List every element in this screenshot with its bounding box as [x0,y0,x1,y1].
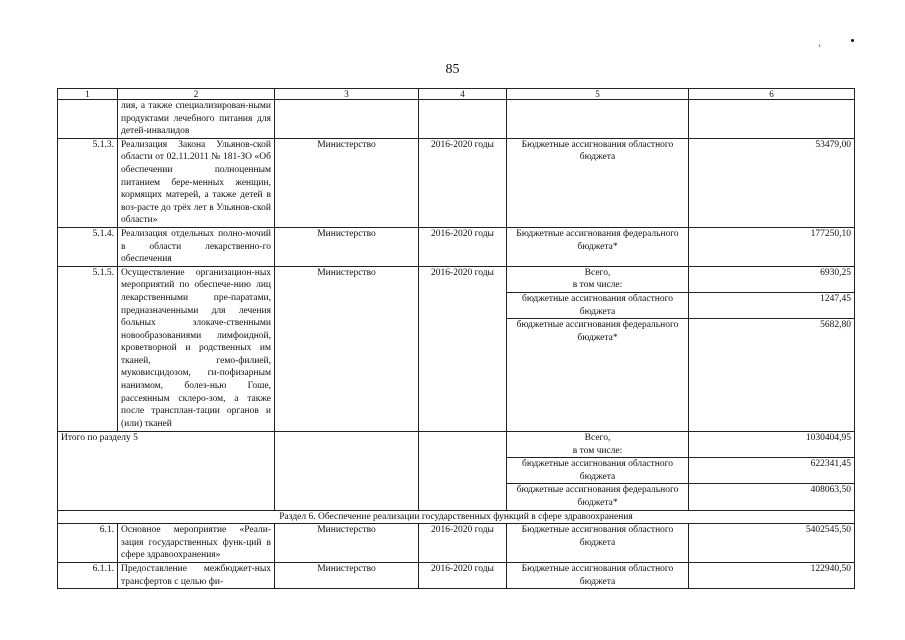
cell-name: Реализация Закона Ульянов-ской области от 02.11.2011 № 181-ЗО «Об обеспечении полноценным питанием бере-менных женщин, кормящих матерей, а также детей в воз-расте до трёх лет в Ульянов-ской области» [118,138,275,227]
table-row-continuation [58,100,855,139]
cell-amount: 5402545,50 [689,524,855,563]
cell-period: 2016-2020 годы [419,563,507,589]
cell-amount: 53479,00 [689,138,855,227]
cell-name: лия, а также специализирован-ными продуктами лечебного питания для детей-инвалидов [118,100,275,139]
cell-num: 6.1.1. [58,563,118,589]
table-row-6-1-1 [58,563,855,589]
cell-amount: 122940,50 [689,563,855,589]
column-header-1: 1 [58,89,118,100]
cell-executor: Министерство [275,227,419,266]
cell-amount [689,100,855,139]
cell-source: Бюджетные ассигнования федерального бюджета* [507,227,689,266]
total-source-all: Всего, в том числе: [507,432,689,458]
column-header-3: 3 [275,89,419,100]
cell-name: Основное мероприятие «Реали-зация государственных функ-ций в сфере здравоохранения» [118,524,275,563]
program-table [57,88,855,589]
total-source-federal: бюджетные ассигнования федерального бюджета* [507,484,689,510]
cell-period: 2016-2020 годы [419,524,507,563]
total-amount-all: 1030404,95 [689,432,855,458]
cell-period [419,432,507,511]
cell-period: 2016-2020 годы [419,227,507,266]
cell-executor: Министерство [275,563,419,589]
page-number: 85 [445,62,460,77]
cell-executor: Министерство [275,266,419,431]
cell-executor: Министерство [275,524,419,563]
cell-source [507,100,689,139]
column-header-5: 5 [507,89,689,100]
cell-amount-regional: 1247,45 [689,292,855,318]
column-header-4: 4 [419,89,507,100]
table-row-5-1-4 [58,227,855,266]
cell-amount-federal: 5682,80 [689,319,855,432]
section-6-title: Раздел 6. Обеспечение реализации государственных функций в сфере здравоохранения [58,510,855,524]
header-row [58,89,855,100]
cell-num [58,100,118,139]
cell-name: Осуществление организацион-ных мероприятий по обеспече-нию лиц лекарственными пре-паратами, предназначенными для лечения больных злокаче-ственными новообразованиями лимфоидной, кроветворной и родственных им тканей, гемо-филией, муковисцидозом, ги-пофизарным нанизмом, болез-нью Гоше, рассеянным склеро-зом, а также после трансплан-тации органов и (или) тканей [118,266,275,431]
total-amount-regional: 622341,45 [689,458,855,484]
total-source-regional: бюджетные ассигнования областного бюджета [507,458,689,484]
column-header-2: 2 [118,89,275,100]
cell-name: Предоставление межбюджет-ных трансфертов с целью фи- [118,563,275,589]
table-row-6-1 [58,524,855,563]
cell-num: 5.1.5. [58,266,118,431]
cell-source-regional: бюджетные ассигнования областного бюджета [507,292,689,318]
section-6-row [58,510,855,524]
cell-source: Бюджетные ассигнования областного бюджета [507,138,689,227]
column-header-6: 6 [689,89,855,100]
table-row-5-1-3 [58,138,855,227]
cell-num: 5.1.3. [58,138,118,227]
cell-period: 2016-2020 годы [419,266,507,431]
total-label: Итого по разделу 5 [58,432,275,511]
corner-dot [851,39,854,42]
cell-executor [275,100,419,139]
cell-source-total: Всего, в том числе: [507,266,689,292]
cell-source: Бюджетные ассигнования областного бюджета [507,563,689,589]
total-amount-federal: 408063,50 [689,484,855,510]
cell-amount-total: 6930,25 [689,266,855,292]
table-row-total-5-a [58,432,855,458]
cell-num: 5.1.4. [58,227,118,266]
cell-period: 2016-2020 годы [419,138,507,227]
cell-period [419,100,507,139]
cell-source-federal: бюджетные ассигнования федерального бюджета* [507,319,689,432]
cell-source: Бюджетные ассигнования областного бюджета [507,524,689,563]
cell-num: 6.1. [58,524,118,563]
table-row-5-1-5-a [58,266,855,292]
cell-executor [275,432,419,511]
cell-name: Реализация отдельных полно-мочий в области лекарственно-го обеспечения [118,227,275,266]
cell-executor: Министерство [275,138,419,227]
cell-amount: 177250,10 [689,227,855,266]
corner-mark: ‹ [818,40,821,50]
